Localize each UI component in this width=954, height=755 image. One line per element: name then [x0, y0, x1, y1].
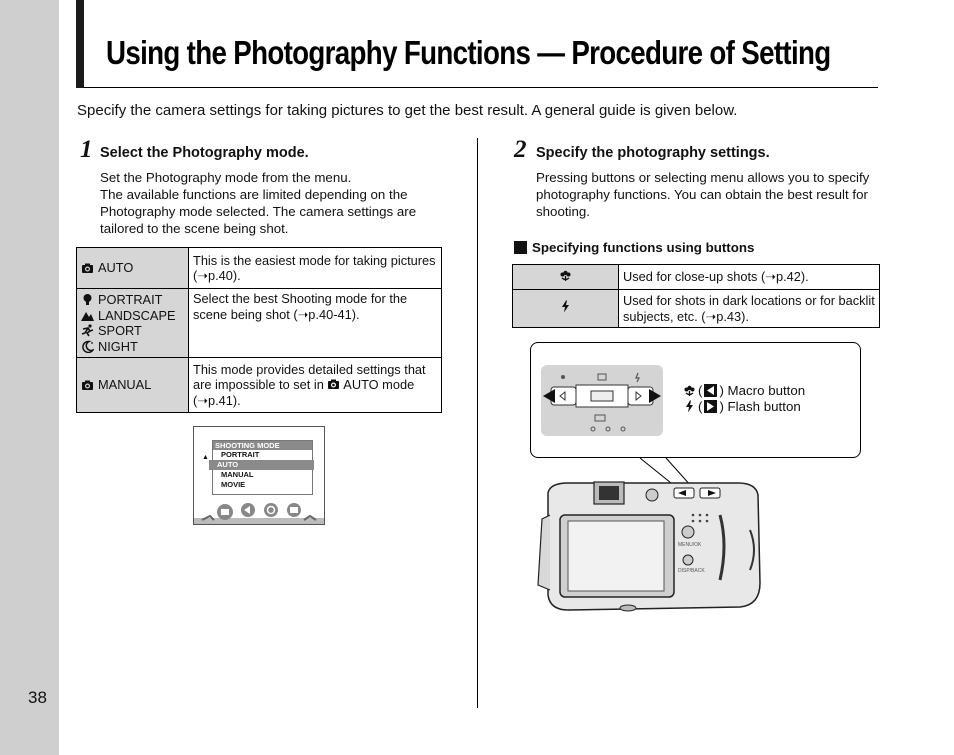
table-row — [77, 358, 442, 413]
flash-callout-text: ) Flash button — [719, 399, 801, 414]
macro-callout: ( ) Macro button — [683, 383, 805, 398]
side-strip — [0, 0, 59, 755]
mode-manual-desc — [189, 358, 442, 413]
step-1-number: 1 — [80, 136, 93, 163]
mode-landscape-label: LANDSCAPE — [98, 307, 176, 323]
macro-icon — [559, 269, 572, 282]
camera-illustration — [528, 455, 768, 625]
menu-item-selected: AUTO — [209, 460, 314, 470]
macro-desc: Used for close-up shots (➝p.42). — [619, 265, 880, 290]
button-callout — [530, 342, 861, 458]
shooting-mode-menu — [212, 440, 313, 495]
mode-manual-label: MANUAL — [98, 377, 152, 393]
table-row — [77, 289, 442, 358]
table-row — [77, 248, 442, 289]
menu-item: MANUAL — [221, 470, 254, 479]
button-panel-illustration — [541, 365, 663, 436]
macro-icon — [683, 384, 696, 397]
menu-ok-label: MENU/OK — [678, 542, 702, 548]
mode-portrait-label: PORTRAIT — [98, 292, 163, 307]
flash-icon — [683, 400, 696, 413]
menu-item: MOVIE — [221, 480, 246, 489]
up-arrow-icon: ▲ — [202, 454, 209, 461]
mode-auto-desc: This is the easiest mode for taking pictures (➝p.40). — [189, 248, 442, 289]
right-triangle-icon — [704, 400, 717, 413]
mode-auto-label: AUTO — [98, 260, 134, 276]
menu-item: PORTRAIT — [221, 450, 260, 459]
title-bar — [76, 0, 84, 88]
flash-icon — [559, 300, 572, 313]
mode-manual-cell — [77, 358, 189, 413]
step-1-line-2: The available functions are limited depending on the Photography mode selected. The camera settings are tailored to the scene being shot. — [100, 187, 417, 236]
table-row — [513, 290, 880, 328]
intro-text: Specify the camera settings for taking pictures to get the best result. A general guide is given below. — [77, 102, 738, 119]
menu-header: SHOOTING MODE — [213, 441, 312, 450]
button-table — [512, 264, 880, 328]
flash-cell — [513, 290, 619, 328]
table-row — [513, 265, 880, 290]
flash-desc: Used for shots in dark locations or for backlit subjects, etc. (➝p.43). — [619, 290, 880, 328]
mode-scene-desc: Select the best Shooting mode for the scene being shot (➝p.40-41). — [189, 289, 442, 358]
night-icon — [81, 340, 94, 353]
camera-icon — [81, 379, 94, 392]
mode-auto-cell — [77, 248, 189, 289]
camera-icon — [327, 378, 340, 391]
step-1-text — [100, 169, 445, 237]
step-1-heading: Select the Photography mode. — [100, 145, 309, 161]
step-2-heading: Specify the photography settings. — [536, 145, 770, 161]
sport-icon — [81, 324, 94, 337]
square-bullet-icon — [514, 241, 527, 254]
page-title: Using the Photography Functions — Procedure of Setting — [106, 34, 831, 71]
left-triangle-icon — [704, 384, 717, 397]
mode-night-label: NIGHT — [98, 338, 138, 354]
mode-scene-cell — [77, 289, 189, 358]
page-number: 38 — [28, 688, 47, 707]
mode-table — [76, 247, 442, 413]
macro-callout-text: ) Macro button — [719, 383, 806, 398]
step-2-text: Pressing buttons or selecting menu allows you to specify photography functions. You can obtain the best result for shooting. — [536, 170, 870, 219]
disp-back-label: DISP/BACK — [678, 568, 705, 574]
menu-icon-bar — [194, 500, 324, 524]
mode-manual-desc-b: AUTO mode (➝p.41). — [193, 377, 415, 408]
lcd-menu-illustration — [193, 426, 325, 525]
title-rule — [84, 87, 878, 88]
sub-heading-text: Specifying functions using buttons — [532, 240, 755, 255]
step-2-number: 2 — [514, 136, 527, 163]
macro-cell — [513, 265, 619, 290]
mode-manual-desc-a: This mode provides detailed settings that are impossible to set in — [193, 361, 426, 393]
flash-callout: ( ) Flash button — [683, 399, 801, 414]
step-1-line-1: Set the Photography mode from the menu. — [100, 170, 352, 185]
mode-sport-label: SPORT — [98, 323, 142, 338]
sub-heading — [514, 240, 754, 255]
portrait-icon — [81, 293, 94, 306]
camera-icon — [81, 262, 94, 275]
column-divider — [477, 138, 478, 708]
landscape-icon — [81, 309, 94, 322]
